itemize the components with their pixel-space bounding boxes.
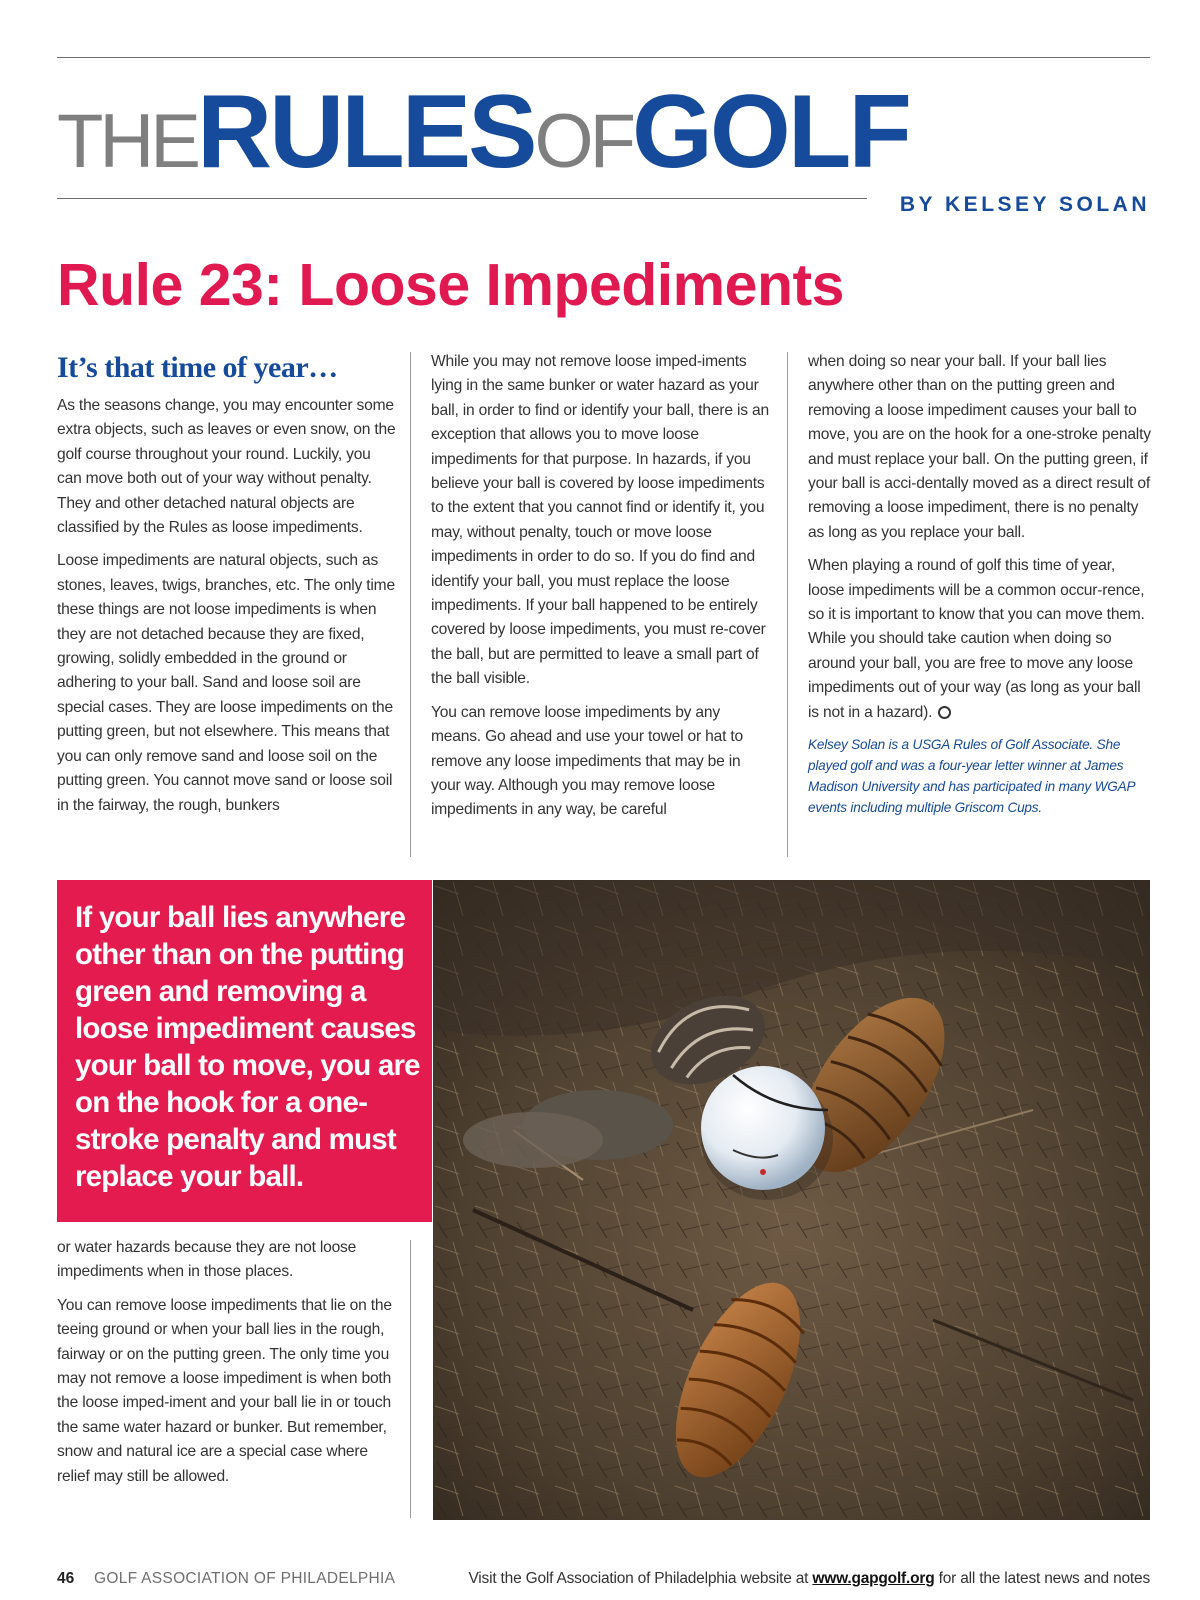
masthead-of: OF [534, 99, 633, 184]
paragraph: or water hazards because they are not loose impediments when in those places. [57, 1239, 357, 1281]
column-3 [808, 350, 1153, 827]
article-title: Rule 23: Loose Impediments [57, 252, 844, 318]
pullquote: If your ball lies anywhere other than on the putting green and removing a loose impediment causes your ball to move, you are on the hook for a one-stroke penalty and must replace your ball. [75, 901, 420, 1193]
byline: BY KELSEY SOLAN [899, 193, 1150, 216]
masthead-bottom-rule [57, 198, 867, 199]
paragraph: You can remove loose impediments by any means. Go ahead and use your towel or hat to remove any loose impediments that may be in your way. Although you may remove loose impediments in any way, be careful [431, 703, 743, 819]
paragraph [808, 554, 1153, 725]
footer-note-text: for all the latest news and notes [934, 1570, 1150, 1587]
section-heading: It’s that time of year… [57, 351, 338, 384]
page-footer [57, 1567, 1150, 1591]
page-number: 46 [57, 1570, 75, 1587]
paragraph: when doing so near your ball. If your ball lies anywhere other than on the putting green and removing a loose impediment causes your ball to move, you are on the hook for a one-stroke penalty and must replace your ball. On the putting green, if your ball is acci-dentally moved as a direct result of removing a loose impediment, there is no penalty as long as you replace your ball. [808, 353, 1151, 541]
column-divider [410, 352, 411, 857]
masthead-golf: GOLF [632, 74, 909, 190]
column-2 [431, 350, 769, 832]
footer-note-text: Visit the Golf Association of Philadelphia website at [468, 1570, 813, 1587]
column-1-continued [57, 1236, 397, 1498]
paragraph: While you may not remove loose imped-iments lying in the same bunker or water hazard as your ball, in order to find or identify your ball, there is an exception that allows you to move loose impediments for that purpose. In hazards, if you believe your ball is covered by loose impediments to the extent that you cannot find or identify it, you may, without penalty, touch or move loose impediments in order to do so. If you do find and identify your ball, you must replace the loose impediments. If your ball happened to be entirely covered by loose impediments, you must re-cover the ball, but are permitted to leave a small part of the ball visible. [431, 353, 769, 688]
masthead-top-rule [57, 57, 1150, 58]
column-divider [787, 352, 788, 857]
masthead [57, 62, 909, 202]
publication-name: GOLF ASSOCIATION OF PHILADELPHIA [94, 1570, 396, 1587]
paragraph: You can remove loose impediments that lie on the teeing ground or when your ball lies in the rough, fairway or on the putting green. The only time you may not remove a loose impediment is when both the loose imped-iment and your ball lie in or touch the same water hazard or bunker. But remember, snow and natural ice are a special case where relief may still be allowed. [57, 1296, 392, 1485]
golf-ball-pine-cones-photo [433, 880, 1150, 1520]
photo-illustration [433, 880, 1150, 1520]
paragraph-text: When playing a round of golf this time of year, loose impediments will be a common occur-rence, so it is important to know that you can move them. While you should take caution when doing so around your ball, you are free to move any loose impediments out of your way (as long as your ball is not in a hazard). [808, 557, 1145, 721]
website-link[interactable]: www.gapgolf.org [812, 1570, 935, 1587]
footer-note [468, 1567, 1150, 1591]
circle-end-mark-icon [938, 706, 951, 719]
masthead-the: THE [57, 99, 197, 184]
column-1 [57, 348, 397, 827]
paragraph: As the seasons change, you may encounter some extra objects, such as leaves or even snow, on the golf course throughout your round. Luckily, you can move both out of your way without penalty. They and other detached natural objects are classified by the Rules as loose impediments. [57, 397, 396, 537]
masthead-rules: RULES [197, 74, 535, 190]
column-divider [410, 1240, 411, 1518]
author-bio: Kelsey Solan is a USGA Rules of Golf Associate. She played golf and was a four-year letter winner at James Madison University and has participated in many WGAP events including multiple Griscom Cups. [808, 737, 1135, 816]
paragraph: Loose impediments are natural objects, such as stones, leaves, twigs, branches, etc. The only time these things are not loose impediments is when they are not detached because they are fixed, growing, solidly embedded in the ground or adhering to your ball. Sand and loose soil are special cases. They are loose impediments on the putting green, but not elsewhere. This means that you can only remove sand and loose soil on the putting green. You cannot move sand or loose soil in the fairway, the rough, bunkers [57, 552, 395, 814]
